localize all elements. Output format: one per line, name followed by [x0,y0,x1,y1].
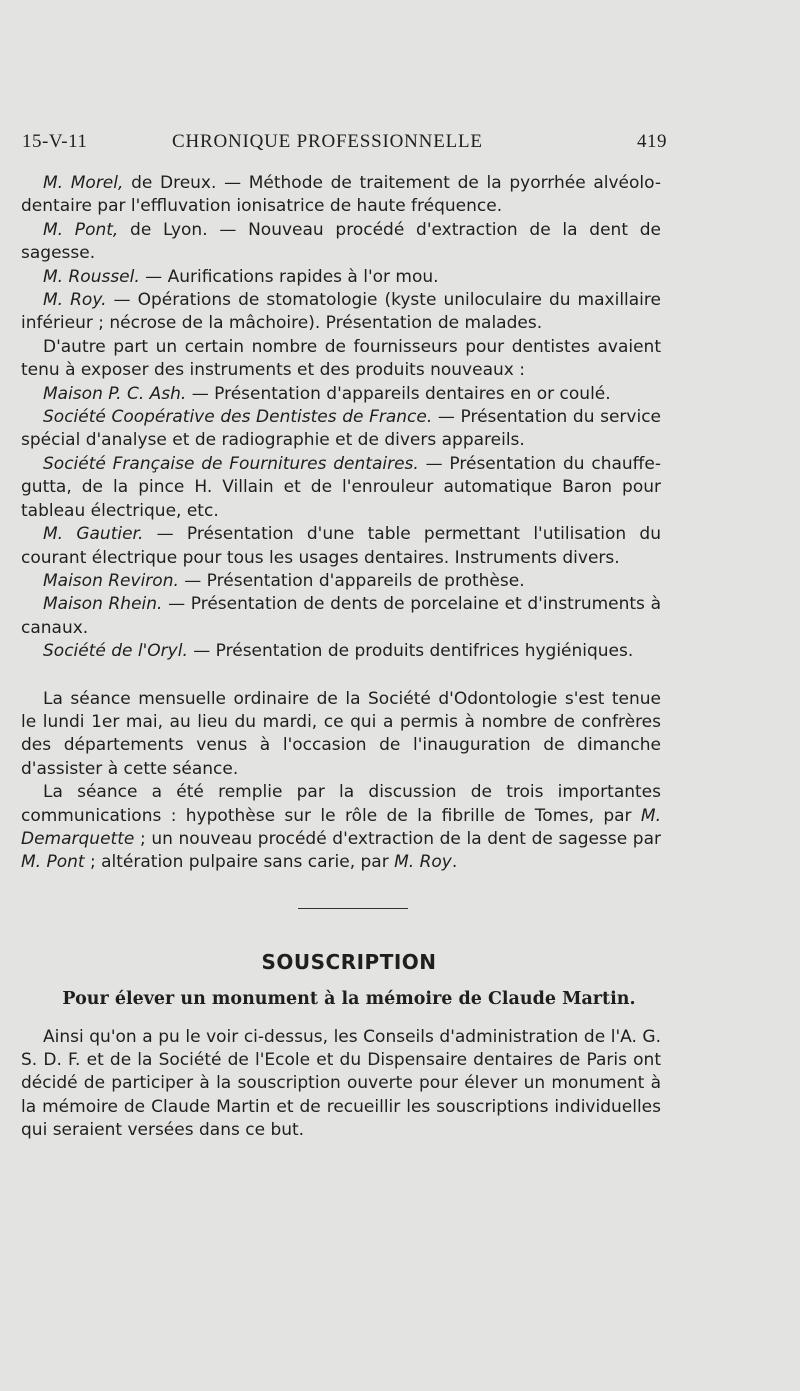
list-item [21,640,661,663]
text-run: La séance a été remplie par la discussion de trois importantes communications : hypothèse sur le rôle de la fibrille de Tomes, par [21,782,661,826]
item-text: — Présentation de produits dentifrices hygiéniques. [187,641,634,662]
page-body [21,172,661,1143]
item-name: M. Roy. [43,290,107,311]
list-item [21,266,661,289]
page-number: 419 [637,131,667,152]
list-item [21,523,661,570]
item-name: Société de l'Oryl. [43,641,188,662]
list-item [21,453,661,523]
text-run: ; un nouveau procédé d'extraction de la dent de sagesse par [134,828,661,849]
text-run: ; altération pulpaire sans carie, par [84,852,395,873]
seance-paragraph-2 [21,781,661,875]
exhibitor-list [21,172,661,664]
item-text: — Présentation d'appareils dentaires en or coulé. [186,383,611,404]
item-text: — Aurifications rapides à l'or mou. [139,266,439,287]
list-item [21,336,661,383]
item-text: — Présentation du service spécial d'analyse et de radiographie et de divers appareils. [21,407,661,451]
text-run: . [451,852,458,873]
item-name: M. Roussel. [43,266,140,287]
souscription-paragraph: Ainsi qu'on a pu le voir ci-dessus, les Conseils d'administration de l'A. G. S. D. F. et de la Société de l'Ecole et du Dispensaire dentaires de Paris ont décidé de participer à la souscription ouverte pour élever un monument à la mémoire de Claude Martin et de recueillir les souscriptions individuelles qui seraient versées dans ce but. [21,1026,661,1141]
section-title: SOUSCRIPTION [261,949,437,974]
item-text: — Opérations de stomatologie (kyste uniloculaire du maxillaire inférieur ; nécrose de la mâchoire). Présentation de malades. [21,290,661,334]
list-item [21,383,661,406]
header-title: CHRONIQUE PROFESSIONNELLE [172,131,483,152]
header-date: 15-V-11 [22,131,88,152]
item-text: de Lyon. — Nouveau procédé d'extraction de la dent de sagesse. [21,219,661,264]
list-item [21,172,661,219]
author-name: M. Roy [394,852,452,873]
item-name: M. Morel, [43,173,124,193]
list-item [21,289,661,336]
item-name: Maison Reviron. [43,570,179,591]
item-text: — Présentation d'appareils de prothèse. [178,570,525,591]
spacer [21,664,661,688]
seance-paragraph-1: La séance mensuelle ordinaire de la Société d'Odontologie s'est tenue le lundi 1er mai, au lieu du mardi, ce qui a permis à nombre de confrères des départements venus à l'occasion de l'inauguration de dimanche d'assister à cette séance. [21,688,661,779]
item-text: — Présentation d'une table permettant l'utilisation du courant électrique pour tous les usages dentaires. Instruments divers. [21,524,661,568]
list-item [21,593,661,640]
author-name: M. Demarquette [21,805,661,849]
item-text: de Dreux. — Méthode de traitement de la pyorrhée alvéolo-dentaire par l'effluvation ionisatrice de haute fréquence. [21,173,661,217]
item-name: Maison P. C. Ash. [43,383,187,404]
item-name: Société Française de Fournitures dentaires. [43,453,419,474]
item-text: D'autre part un certain nombre de fournisseurs pour dentistes avaient tenu à exposer des instruments et des produits nouveaux : [21,336,661,381]
item-name: M. Pont, [43,219,119,240]
list-item [21,219,661,266]
author-name: M. Pont [21,852,85,873]
list-item [21,570,661,593]
section-subtitle: Pour élever un monument à la mémoire de Claude Martin. [62,989,636,1010]
list-item [21,406,661,453]
item-text: — Présentation de dents de porcelaine et d'instruments à canaux. [21,594,661,638]
item-name: Maison Rhein. [43,594,163,615]
section-divider [298,908,408,909]
item-name: Société Coopérative des Dentistes de France. [43,407,433,428]
item-text: — Présentation du chauffe-gutta, de la pince H. Villain et de l'enrouleur automatique Baron pour tableau électrique, etc. [21,453,661,521]
item-name: M. Gautier. [43,524,144,545]
